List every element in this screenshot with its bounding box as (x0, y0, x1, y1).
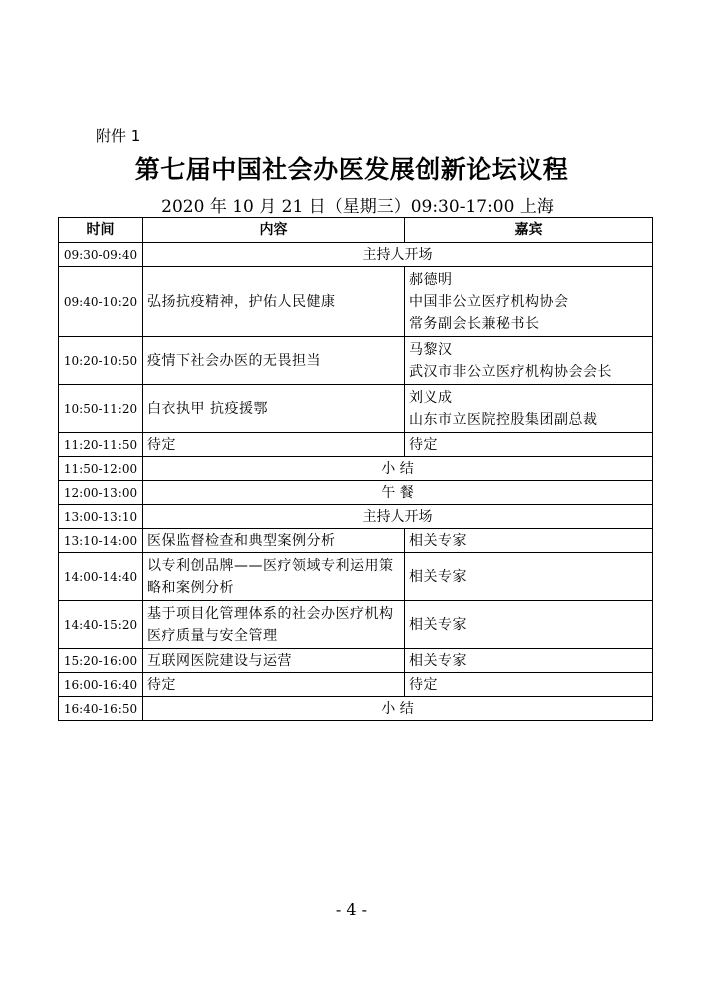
guest-line: 相关专家 (409, 652, 467, 669)
agenda-guest (405, 267, 653, 337)
guest-line: 待定 (409, 436, 438, 453)
agenda-time: 11:20-11:50 (59, 433, 143, 457)
agenda-time: 12:00-13:00 (59, 481, 143, 505)
agenda-header-row (59, 218, 653, 243)
agenda-time: 15:20-16:00 (59, 649, 143, 673)
agenda-row (59, 673, 653, 697)
guest-line: 常务副会长兼秘书长 (409, 315, 540, 332)
agenda-topic: 以专利创品牌——医疗领域专利运用策略和案例分析 (143, 553, 405, 601)
agenda-time: 09:30-09:40 (59, 243, 143, 267)
agenda-time: 16:40-16:50 (59, 697, 143, 721)
agenda-row (59, 337, 653, 385)
agenda-time: 13:00-13:10 (59, 505, 143, 529)
agenda-row (59, 433, 653, 457)
agenda-table (58, 217, 653, 721)
attachment-label: 附件 1 (96, 127, 141, 145)
agenda-session-label: 小 结 (143, 697, 653, 721)
agenda-time: 11:50-12:00 (59, 457, 143, 481)
agenda-topic: 基于项目化管理体系的社会办医疗机构医疗质量与安全管理 (143, 601, 405, 649)
agenda-topic: 白衣执甲 抗疫援鄂 (143, 385, 405, 433)
agenda-time: 13:10-14:00 (59, 529, 143, 553)
agenda-time: 14:00-14:40 (59, 553, 143, 601)
agenda-topic: 疫情下社会办医的无畏担当 (143, 337, 405, 385)
guest-line: 山东市立医院控股集团副总裁 (409, 411, 598, 428)
agenda-row (59, 505, 653, 529)
agenda-row (59, 649, 653, 673)
agenda-time: 14:40-15:20 (59, 601, 143, 649)
agenda-time: 10:20-10:50 (59, 337, 143, 385)
page-number: - 4 - (335, 900, 368, 919)
agenda-guest (405, 337, 653, 385)
date-location-subtitle: 2020 年 10 月 21 日（星期三）09:30-17:00 上海 (161, 197, 554, 217)
agenda-session-label: 小 结 (143, 457, 653, 481)
agenda-time: 10:50-11:20 (59, 385, 143, 433)
agenda-time: 09:40-10:20 (59, 267, 143, 337)
guest-line: 相关专家 (409, 568, 467, 585)
agenda-row (59, 553, 653, 601)
agenda-session-label: 主持人开场 (143, 505, 653, 529)
agenda-topic: 互联网医院建设与运营 (143, 649, 405, 673)
agenda-body (59, 243, 653, 721)
agenda-session-label: 午 餐 (143, 481, 653, 505)
agenda-guest (405, 385, 653, 433)
agenda-row (59, 529, 653, 553)
guest-line: 刘义成 (409, 389, 453, 406)
agenda-guest (405, 649, 653, 673)
agenda-guest (405, 601, 653, 649)
header-guest: 嘉宾 (405, 218, 653, 243)
guest-line: 相关专家 (409, 532, 467, 549)
agenda-row (59, 267, 653, 337)
agenda-guest (405, 433, 653, 457)
guest-line: 马黎汉 (409, 341, 453, 358)
guest-line: 武汉市非公立医疗机构协会会长 (409, 363, 612, 380)
guest-line: 中国非公立医疗机构协会 (409, 293, 569, 310)
page-title: 第七届中国社会办医发展创新论坛议程 (134, 155, 569, 184)
agenda-guest (405, 673, 653, 697)
agenda-time: 16:00-16:40 (59, 673, 143, 697)
agenda-row (59, 601, 653, 649)
agenda-session-label: 主持人开场 (143, 243, 653, 267)
guest-line: 相关专家 (409, 616, 467, 633)
agenda-row (59, 243, 653, 267)
agenda-guest (405, 553, 653, 601)
agenda-row (59, 385, 653, 433)
header-content: 内容 (143, 218, 405, 243)
agenda-guest (405, 529, 653, 553)
guest-line: 待定 (409, 676, 438, 693)
agenda-row (59, 481, 653, 505)
agenda-topic: 待定 (143, 433, 405, 457)
agenda-row (59, 697, 653, 721)
guest-line: 郝德明 (409, 271, 453, 288)
agenda-topic: 弘扬抗疫精神，护佑人民健康 (143, 267, 405, 337)
header-time: 时间 (59, 218, 143, 243)
agenda-topic: 医保监督检查和典型案例分析 (143, 529, 405, 553)
agenda-topic: 待定 (143, 673, 405, 697)
agenda-row (59, 457, 653, 481)
